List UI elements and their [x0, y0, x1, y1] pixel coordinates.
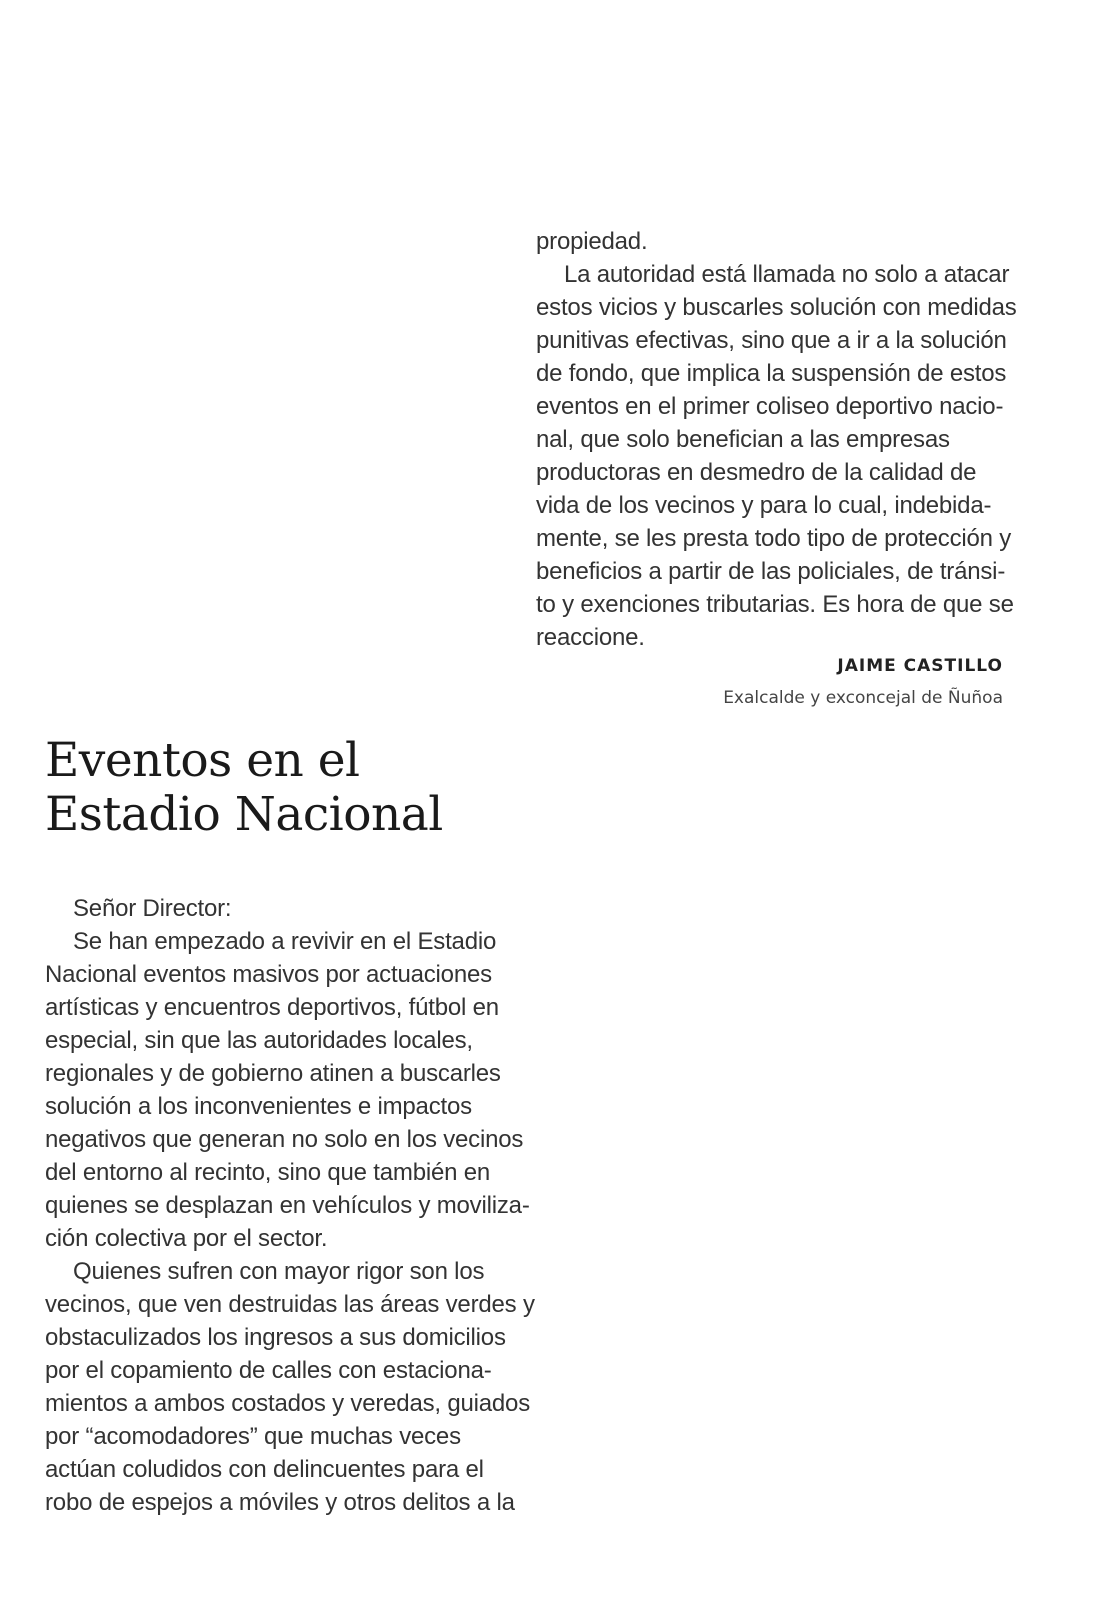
body-line: especial, sin que las autoridades locales, — [45, 1027, 473, 1054]
body-line: solución a los inconvenientes e impactos — [45, 1093, 472, 1120]
body-line: Quienes sufren con mayor rigor son los — [73, 1258, 485, 1285]
body-line: mientos a ambos costados y veredas, guiados — [45, 1390, 531, 1417]
body-line: actúan coludidos con delincuentes para el — [45, 1456, 484, 1483]
body-line: Nacional eventos masivos por actuaciones — [45, 961, 492, 988]
body-line: regionales y de gobierno atinen a buscarles — [45, 1060, 501, 1087]
body-line: nal, que solo benefician a las empresas — [536, 426, 950, 453]
body-line: quienes se desplazan en vehículos y moviliza- — [45, 1192, 530, 1219]
body-line: to y exenciones tributarias. Es hora de que se — [536, 591, 1014, 618]
body-line: por el copamiento de calles con estaciona- — [45, 1357, 492, 1384]
headline-line: Estadio Nacional — [45, 787, 443, 842]
body-line: La autoridad está llamada no solo a atacar — [564, 261, 1010, 288]
body-line: propiedad. — [536, 228, 648, 255]
body-line: mente, se les presta todo tipo de protección y — [536, 525, 1012, 552]
body-line: del entorno al recinto, sino que también en — [45, 1159, 491, 1186]
body-line: robo de espejos a móviles y otros delitos a la — [45, 1489, 515, 1516]
body-line: estos vicios y buscarles solución con medidas — [536, 294, 1017, 321]
signature-name: JAIME CASTILLO — [837, 656, 1003, 676]
body-line: eventos en el primer coliseo deportivo nacio- — [536, 393, 1004, 420]
body-line: productoras en desmedro de la calidad de — [536, 459, 977, 486]
body-line: obstaculizados los ingresos a sus domicilios — [45, 1324, 506, 1351]
body-line: negativos que generan no solo en los vecinos — [45, 1126, 524, 1153]
signature-title: Exalcalde y exconcejal de Ñuñoa — [723, 688, 1003, 708]
body-line: Se han empezado a revivir en el Estadio — [73, 928, 497, 955]
headline-line: Eventos en el — [45, 733, 360, 788]
body-line: beneficios a partir de las policiales, de tránsi- — [536, 558, 1006, 585]
salutation: Señor Director: — [73, 895, 232, 922]
body-line: de fondo, que implica la suspensión de estos — [536, 360, 1007, 387]
body-line: vecinos, que ven destruidas las áreas verdes y — [45, 1291, 535, 1318]
body-line: reaccione. — [536, 624, 645, 651]
body-line: por “acomodadores” que muchas veces — [45, 1423, 461, 1450]
body-line: artísticas y encuentros deportivos, fútbol en — [45, 994, 499, 1021]
body-line: punitivas efectivas, sino que a ir a la solución — [536, 327, 1007, 354]
body-line: vida de los vecinos y para lo cual, indebida- — [536, 492, 992, 519]
body-line: ción colectiva por el sector. — [45, 1225, 328, 1252]
